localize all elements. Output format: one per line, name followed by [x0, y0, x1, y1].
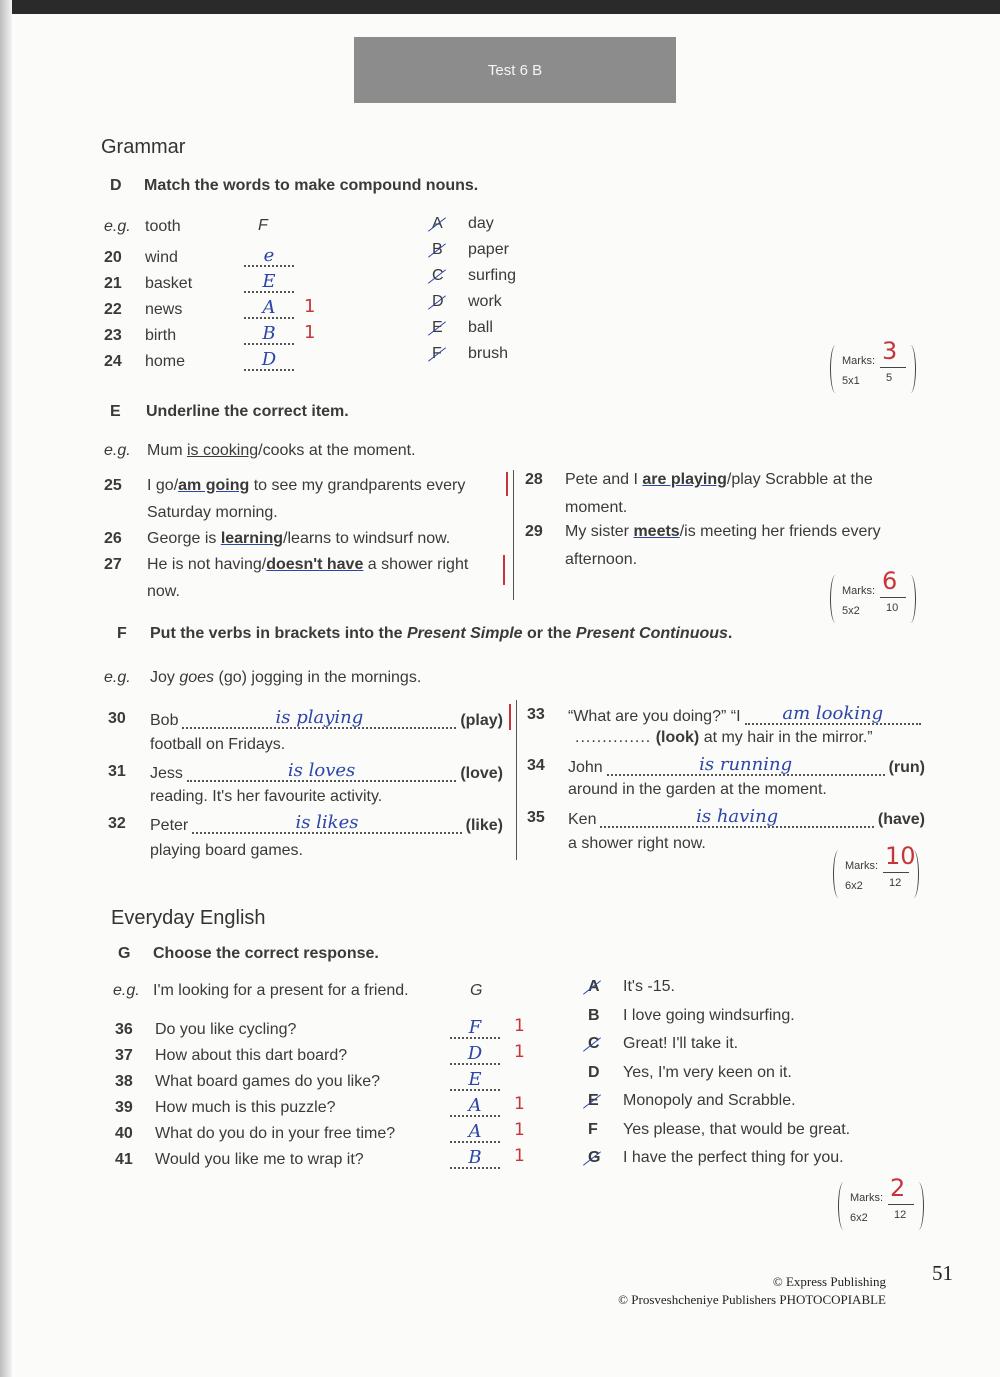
item-number: 36	[115, 1021, 133, 1038]
item-continued: a shower right now.	[568, 835, 706, 852]
exercise-instruction: Put the verbs in brackets into the Present Simple or the Present Continuous.	[150, 625, 733, 642]
item-word: wind	[145, 249, 178, 266]
handwritten-answer: F	[468, 1017, 482, 1038]
answer-blank	[450, 1149, 500, 1169]
example-label: e.g.	[104, 442, 131, 459]
option-word: brush	[468, 345, 509, 362]
item-sentence: He is not having/doesn't have a shower right	[147, 556, 469, 573]
exercise-letter: F	[117, 625, 127, 642]
handwritten-answer: am looking	[782, 705, 884, 724]
option-text: I have the perfect thing for you.	[623, 1149, 844, 1166]
grading-mark: 1	[514, 1094, 525, 1114]
answer-blank	[244, 247, 294, 267]
exercise-letter: E	[110, 403, 121, 420]
marks-label: Marks:	[842, 355, 875, 367]
marks-score: 3	[882, 337, 898, 365]
item-sentence: Pete and I are playing/play Scrabble at the	[565, 471, 873, 488]
answer-blank	[244, 273, 294, 293]
option-letter: E	[432, 319, 443, 336]
item-number: 40	[115, 1125, 133, 1142]
item-number: 24	[104, 353, 122, 370]
item-continued: around in the garden at the moment.	[568, 781, 827, 798]
handwritten-answer: B	[468, 1147, 482, 1168]
exercise-instruction: Underline the correct item.	[146, 403, 349, 420]
item-number: 28	[525, 471, 543, 488]
item-number: 33	[527, 706, 545, 723]
grading-mark: 1	[514, 1120, 525, 1140]
option-word: ball	[468, 319, 493, 336]
item-line: “What are you doing?” “I am looking	[568, 705, 925, 725]
option-letter: A	[588, 978, 600, 995]
item-continued: .............. (look) at my hair in the mirror.”	[575, 729, 873, 746]
option-word: work	[468, 293, 502, 310]
handwritten-answer: A	[468, 1095, 482, 1116]
section-title-everyday-english: Everyday English	[111, 907, 266, 929]
handwritten-answer: e	[263, 245, 275, 266]
option-letter: E	[588, 1092, 599, 1109]
item-sentence: My sister meets/is meeting her friends every	[565, 523, 881, 540]
option-letter: D	[588, 1063, 600, 1081]
item-continued: football on Fridays.	[150, 736, 286, 753]
item-word: news	[145, 301, 183, 318]
option-letter: C	[432, 267, 444, 284]
copyright-line: © Prosveshcheniye Publishers PHOTOCOPIABLE	[618, 1292, 886, 1307]
option-letter: F	[588, 1120, 598, 1138]
item-question: How much is this puzzle?	[155, 1099, 336, 1116]
answer-blank	[450, 1123, 500, 1143]
item-number: 26	[104, 530, 122, 547]
item-line: John is running (run)	[568, 756, 925, 776]
marks-score: 2	[890, 1174, 906, 1202]
item-sentence-continued: Saturday morning.	[147, 504, 278, 521]
copyright-line: © Express Publishing	[772, 1274, 886, 1289]
marks-multiplier: 5x2	[842, 605, 860, 617]
item-question: How about this dart board?	[155, 1047, 348, 1064]
option-letter: C	[588, 1035, 600, 1052]
handwritten-answer: D	[467, 1043, 483, 1064]
marks-score: 6	[882, 567, 898, 595]
item-question: Would you like me to wrap it?	[155, 1151, 364, 1168]
example-label: e.g.	[104, 669, 131, 686]
item-number: 27	[104, 556, 122, 573]
grading-mark: 1	[304, 322, 316, 343]
marks-multiplier: 5x1	[842, 375, 860, 387]
grading-mark: 1	[514, 1016, 525, 1036]
item-word: birth	[145, 327, 177, 344]
handwritten-answer: E	[468, 1069, 482, 1090]
item-sentence-continued: afternoon.	[565, 551, 638, 568]
option-text: Monopoly and Scrabble.	[623, 1092, 796, 1109]
option-word: day	[468, 215, 494, 232]
item-number: 25	[104, 477, 122, 494]
handwritten-answer: is loves	[287, 762, 356, 781]
item-number: 37	[115, 1047, 133, 1064]
item-number: 38	[115, 1073, 133, 1090]
handwritten-answer: A	[468, 1121, 482, 1142]
handwritten-answer: is running	[699, 756, 793, 775]
item-number: 32	[108, 815, 126, 832]
item-line: Bob is playing (play)	[150, 709, 503, 729]
marks-box	[830, 567, 916, 623]
scan-edge-top	[0, 0, 1000, 14]
grading-mark	[509, 704, 511, 730]
exercise-letter: D	[110, 177, 122, 194]
grading-mark: 1	[514, 1146, 525, 1166]
item-line: Peter is likes (like)	[150, 814, 503, 834]
answer-blank	[244, 351, 294, 371]
option-text: Yes please, that would be great.	[623, 1120, 851, 1138]
test-header	[354, 37, 676, 103]
item-sentence: I go/am going to see my grandparents every	[147, 477, 466, 494]
grading-mark: 1	[514, 1042, 525, 1062]
item-line: Jess is loves (love)	[150, 762, 503, 782]
option-letter: D	[432, 293, 444, 310]
grading-mark	[503, 555, 505, 585]
answer-blank	[244, 299, 294, 319]
option-letter: F	[432, 345, 442, 362]
handwritten-answer: B	[262, 323, 276, 344]
handwritten-answer: A	[262, 297, 276, 318]
item-word: home	[145, 353, 186, 370]
exercise-instruction: Match the words to make compound nouns.	[144, 177, 479, 194]
answer-blank	[450, 1019, 500, 1039]
handwritten-answer: D	[261, 349, 277, 370]
item-continued: playing board games.	[150, 842, 303, 859]
section-title-grammar: Grammar	[101, 136, 186, 158]
exercise-instruction: Choose the correct response.	[153, 945, 379, 962]
marks-score: 10	[885, 842, 916, 870]
grading-mark	[506, 472, 508, 496]
option-letter: B	[588, 1006, 600, 1024]
example-answer: F	[258, 217, 268, 234]
option-text: I love going windsurfing.	[623, 1006, 795, 1024]
marks-box	[830, 337, 916, 393]
option-letter: G	[588, 1149, 601, 1166]
item-number: 23	[104, 327, 122, 344]
column-divider	[516, 700, 517, 860]
item-number: 30	[108, 710, 126, 727]
answer-blank	[450, 1045, 500, 1065]
handwritten-answer: is having	[696, 808, 779, 827]
option-text: Yes, I'm very keen on it.	[623, 1063, 792, 1081]
option-word: paper	[468, 241, 509, 258]
option-letter: A	[432, 215, 443, 232]
marks-total: 5	[886, 372, 893, 384]
item-number: 22	[104, 301, 122, 318]
exercise-letter: G	[118, 945, 131, 962]
page-number: 51	[932, 1261, 953, 1285]
example-label: e.g.	[104, 218, 131, 235]
handwritten-answer: E	[262, 271, 276, 292]
test-title: Test 6 B	[487, 62, 543, 79]
option-text: It's -15.	[623, 978, 675, 995]
marks-multiplier: 6x2	[850, 1212, 868, 1224]
item-number: 39	[115, 1099, 133, 1116]
answer-blank	[450, 1097, 500, 1117]
item-number: 41	[115, 1151, 133, 1168]
marks-total: 10	[886, 602, 899, 614]
answer-blank	[244, 325, 294, 345]
marks-label: Marks:	[842, 585, 875, 597]
marks-total: 12	[889, 877, 902, 889]
item-continued: reading. It's her favourite activity.	[150, 788, 383, 805]
marks-label: Marks:	[845, 860, 878, 872]
grading-mark: 1	[304, 296, 316, 317]
item-number: 31	[108, 763, 126, 780]
handwritten-answer: is playing	[275, 709, 364, 728]
column-divider	[513, 470, 514, 600]
item-word: basket	[145, 275, 193, 292]
item-question: What board games do you like?	[155, 1073, 381, 1090]
example-sentence: Mum is cooking/cooks at the moment.	[147, 442, 416, 459]
option-letter: B	[432, 241, 443, 258]
item-question: Do you like cycling?	[155, 1021, 297, 1038]
item-sentence-continued: now.	[147, 583, 180, 600]
handwritten-answer: is likes	[295, 814, 359, 833]
item-number: 34	[527, 757, 545, 774]
answer-blank	[450, 1071, 500, 1091]
example-word: tooth	[145, 218, 181, 235]
marks-total: 12	[894, 1209, 907, 1221]
option-text: Great! I'll take it.	[623, 1035, 739, 1052]
example-sentence: I'm looking for a present for a friend.	[153, 982, 409, 999]
item-number: 29	[525, 523, 543, 540]
example-sentence: Joy goes (go) jogging in the mornings.	[150, 669, 422, 686]
scan-edge-left	[0, 0, 12, 1377]
marks-box	[838, 1174, 924, 1230]
example-answer: G	[470, 982, 483, 999]
item-number: 20	[104, 249, 122, 266]
option-word: surfing	[468, 267, 517, 284]
example-label: e.g.	[113, 982, 140, 999]
item-line: Ken is having (have)	[568, 808, 925, 828]
item-number: 21	[104, 275, 122, 292]
item-sentence-continued: moment.	[565, 499, 628, 516]
marks-label: Marks:	[850, 1192, 883, 1204]
item-number: 35	[527, 809, 545, 826]
item-sentence: George is learning/learns to windsurf now.	[147, 530, 451, 547]
marks-box	[833, 842, 919, 898]
marks-multiplier: 6x2	[845, 880, 863, 892]
item-question: What do you do in your free time?	[155, 1125, 396, 1142]
